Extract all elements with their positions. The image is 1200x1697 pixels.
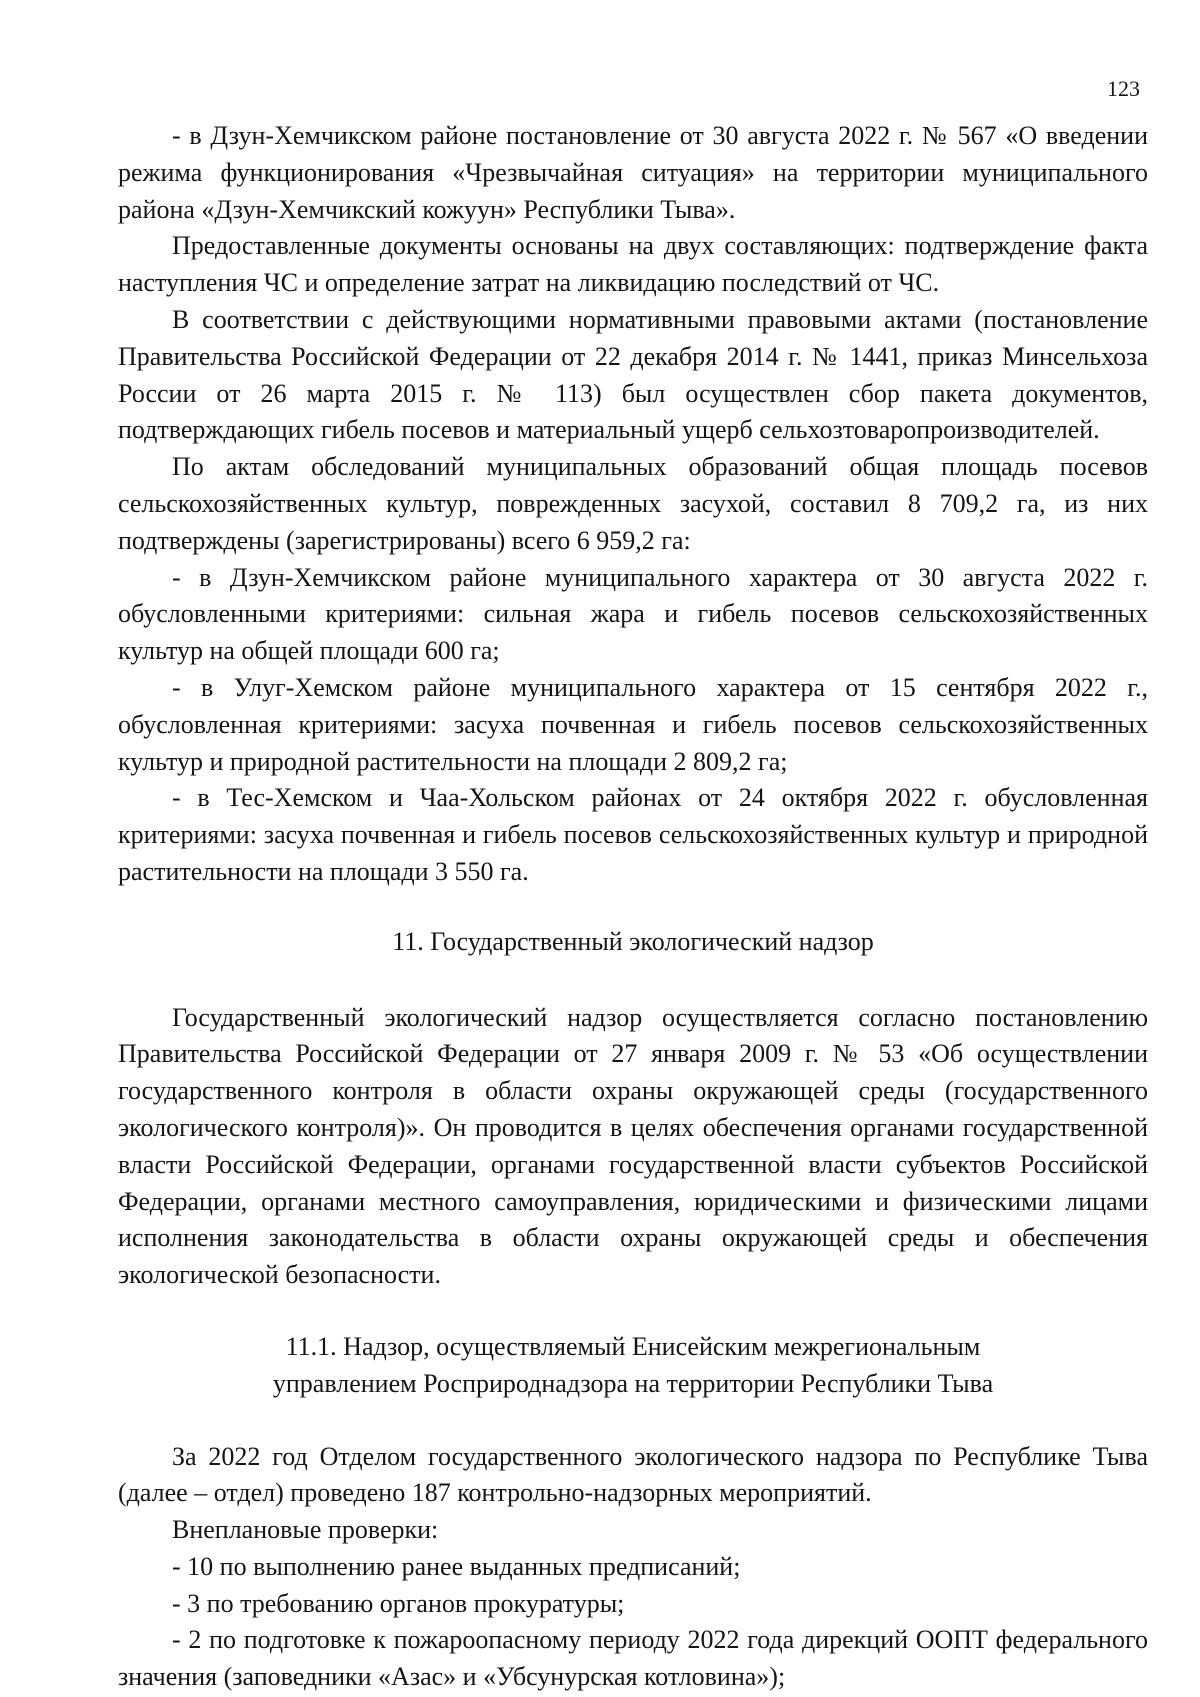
paragraph: За 2022 год Отделом государственного экологического надзора по Республике Тыва (далее – отдел) проведено 187 контрольно-надзорных мероприятий. [118, 1441, 1148, 1508]
list-item: - 3 по требованию органов прокуратуры; [172, 1588, 625, 1618]
subsection-heading-line: управлением Росприроднадзора на территории Республики Тыва [272, 1368, 994, 1398]
section-heading: 11. Государственный экологический надзор [392, 926, 874, 956]
list-item: - 10 по выполнению ранее выданных предписаний; [172, 1551, 741, 1581]
paragraph: В соответствии с действующими нормативными правовыми актами (постановление Правительства Российской Федерации от 22 декабря 2014 г. № 1441, приказ Минсельхоза России от 26 марта 2015 г. № 113) был осуществлен сбор пакета документов, подтверждающих гибель посевов и материальный ущерб сельхозтоваропроизводителей. [118, 304, 1148, 445]
list-item: - в Дзун-Хемчикском районе муниципального характера от 30 августа 2022 г. обусловленными критериями: сильная жара и гибель посевов сельскохозяйственных культур на общей площади 600 га; [118, 562, 1148, 666]
paragraph: По актам обследований муниципальных образований общая площадь посевов сельскохозяйственных культур, поврежденных засухой, составил 8 709,2 га, из них подтверждены (зарегистрированы) всего 6 959,2 га: [118, 452, 1148, 555]
page-number: 123 [1107, 76, 1140, 101]
document-body [118, 118, 1148, 1696]
paragraph: - в Дзун-Хемчикском районе постановление от 30 августа 2022 г. № 567 «О введении режима функционирования «Чрезвычайная ситуация» на территории муниципального района «Дзун-Хемчикский кожуун» Республики Тыва». [118, 121, 1148, 224]
list-item: - в Улуг-Хемском районе муниципального характера от 15 сентября 2022 г., обусловленная критериями: засуха почвенная и гибель посевов сельскохозяйственных культур и природной растительности на площади 2 809,2 га; [118, 672, 1148, 776]
list-item: - 2 по подготовке к пожароопасному периоду 2022 года дирекций ООПТ федерального значения (заповедники «Азас» и «Убсунурская котловина»); [118, 1625, 1148, 1692]
paragraph: Внеплановые проверки: [172, 1515, 439, 1545]
paragraph: Предоставленные документы основаны на двух составляющих: подтверждение факта наступления ЧС и определение затрат на ликвидацию последствий от ЧС. [118, 231, 1148, 298]
paragraph: Государственный экологический надзор осуществляется согласно постановлению Правительства Российской Федерации от 27 января 2009 г. № 53 «Об осуществлении государственного контроля в области охраны окружающей среды (государственного экологического контроля)». Он проводится в целях обеспечения органами государственной власти Российской Федерации, органами государственной власти субъектов Российской Федерации, органами местного самоуправления, юридическими и физическими лицами исполнения законодательства в области охраны окружающей среды и обеспечения экологической безопасности. [118, 1002, 1148, 1290]
list-item: - в Тес-Хемском и Чаа-Хольском районах от 24 октября 2022 г. обусловленная критериями: засуха почвенная и гибель посевов сельскохозяйственных культур и природной растительности на площади 3 550 га. [118, 783, 1148, 886]
subsection-heading-line: 11.1. Надзор, осуществляемый Енисейским межрегиональным [285, 1331, 981, 1361]
subsection-heading [118, 1329, 1148, 1403]
